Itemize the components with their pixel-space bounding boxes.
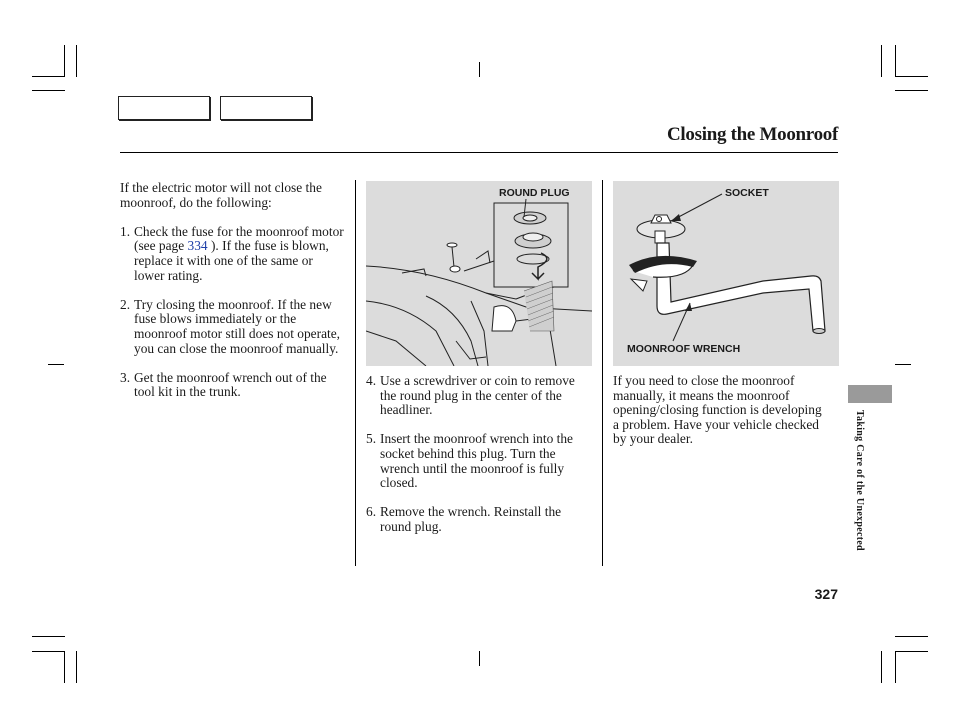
nav-button-index[interactable] [220, 96, 312, 120]
round-plug-illustration [366, 181, 592, 366]
step-number: 5. [366, 431, 377, 447]
step-number: 6. [366, 504, 377, 520]
nav-button-contents[interactable] [118, 96, 210, 120]
note-text: If you need to close the moonroof manually, it means the moonroof opening/closing function is developing a problem. Have your vehicle checked by your dealer. [613, 373, 822, 447]
step-text: Use a screwdriver or coin to remove the round plug in the center of the headliner. [380, 373, 575, 418]
column-2 [366, 374, 592, 549]
column-divider-1 [355, 180, 356, 566]
step-number: 3. [120, 369, 131, 385]
step-text: Try closing the moonroof. If the new fuse blows immediately or the moonroof motor still does not operate, you can close the moonroof manually. [134, 296, 341, 356]
column-1 [120, 181, 346, 415]
moonroof-wrench-label: MOONROOF WRENCH [627, 343, 741, 355]
page-link[interactable]: 334 [187, 238, 208, 254]
step-text: Remove the wrench. Reinstall the round plug. [380, 504, 562, 534]
headliner-drawing [366, 181, 592, 366]
title-rule [120, 152, 838, 153]
round-plug-label: ROUND PLUG [499, 187, 570, 199]
step-text: Check the fuse for the moonroof motor (see page 334 ). If the fuse is blown, replace it with one of the same or lower rating. [134, 223, 344, 283]
step-number: 4. [366, 373, 377, 388]
step-4 [366, 374, 592, 418]
step-text: Get the moonroof wrench out of the tool kit in the trunk. [134, 369, 327, 400]
section-tab [848, 385, 892, 403]
moonroof-wrench-illustration [613, 181, 839, 366]
wrench-drawing [613, 181, 839, 366]
socket-label: SOCKET [725, 187, 769, 199]
step-text: Insert the moonroof wrench into the socket behind this plug. Turn the wrench until the moonroof is fully closed. [380, 431, 573, 491]
step-number: 2. [120, 296, 131, 312]
column-divider-2 [602, 180, 603, 566]
page-title: Closing the Moonroof [667, 124, 838, 145]
section-title: Taking Care of the Unexpected [854, 410, 865, 551]
step-2 [120, 298, 346, 356]
step-3 [120, 371, 346, 400]
page-number: 327 [814, 586, 838, 602]
step-1 [120, 225, 346, 283]
step-number: 1. [120, 223, 131, 239]
step-6 [366, 505, 592, 534]
step-5 [366, 432, 592, 490]
intro-text: If the electric motor will not close the moonroof, do the following: [120, 180, 322, 210]
column-3 [613, 374, 827, 462]
